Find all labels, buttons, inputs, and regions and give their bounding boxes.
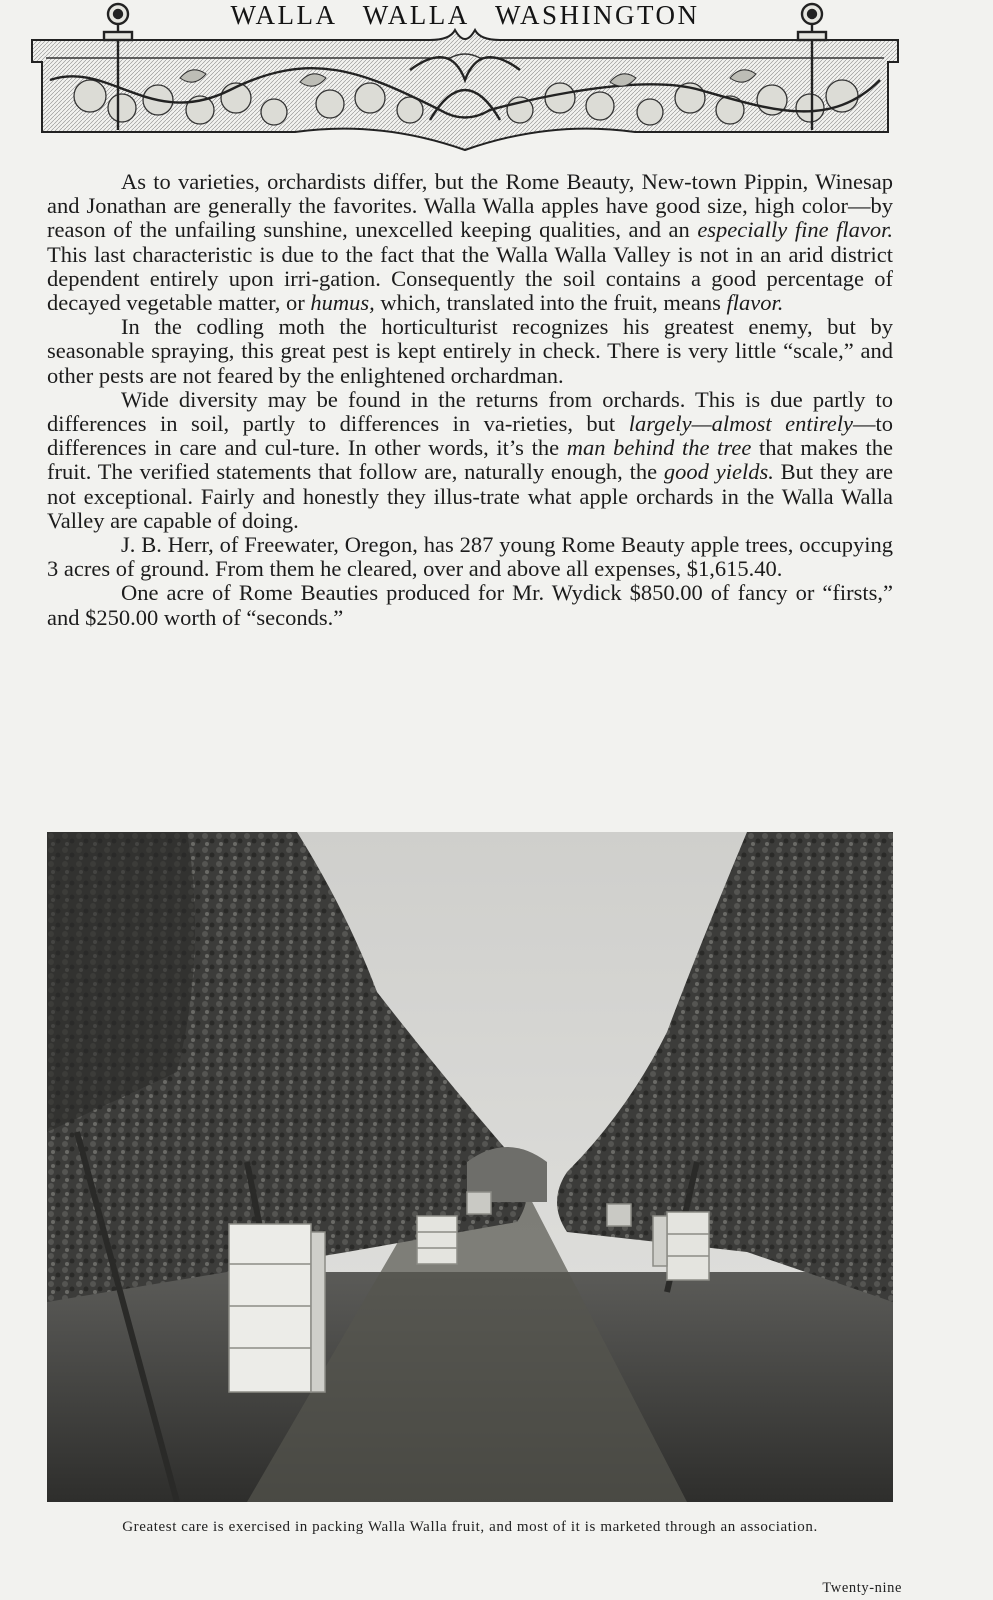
photo-caption: Greatest care is exercised in packing Walla Walla fruit, and most of it is marketed through an association. [122, 1519, 818, 1535]
emphasis-text: especially fine flavor. [697, 217, 893, 243]
paragraph-text: But they are not exceptional. Fairly and honestly they illus-trate what apple orchards in the Walla Walla Valley are capable of doing. [47, 459, 893, 533]
article-paragraph [47, 315, 893, 388]
page-title: WALLA WALLA WASHINGTON [230, 0, 700, 30]
paragraph-text: —to differences in care and cul-ture. In other words, it’s the [47, 411, 893, 461]
page-header [30, 0, 900, 160]
paragraph-text: As to varieties, orchardists differ, but the Rome Beauty, New-town Pippin, Winesap and Jonathan are generally the favorites. Walla Walla apples have good size, high color—by reason of the unfailing sunshine, unexcelled keeping qualities, and an [47, 169, 893, 243]
emphasis-text: good yields. [663, 459, 774, 485]
paragraph-text: J. B. Herr, of Freewater, Oregon, has 287 young Rome Beauty apple trees, occupying 3 acres of ground. From them he cleared, over and above all expenses, $1,615.40. [47, 532, 893, 582]
article-paragraph [47, 388, 893, 533]
paragraph-text: In the codling moth the horticulturist recognizes his greatest enemy, but by seasonable spraying, this great pest is kept entirely in check. There is very little “scale,” and other pests are not feared by the enlightened orchardman. [47, 314, 893, 388]
paragraph-text: which, translated into the fruit, means [374, 290, 727, 316]
orchard-photograph [47, 832, 893, 1502]
article-body [47, 170, 893, 630]
article-paragraph [47, 581, 893, 629]
article-paragraph [47, 533, 893, 581]
emphasis-text: largely—almost entirely [628, 411, 853, 437]
article-paragraph [47, 170, 893, 315]
emphasis-text: man behind the tree [566, 435, 752, 461]
paragraph-text: One acre of Rome Beauties produced for Mr. Wydick $850.00 of fancy or “firsts,” and $250.00 worth of “seconds.” [47, 580, 893, 630]
emphasis-text: flavor. [726, 290, 784, 316]
paragraph-text: This last characteristic is due to the fact that the Walla Walla Valley is not in an arid district dependent entirely upon irri-gation. Consequently the soil contains a good percentage of decayed vegetable matter, or [47, 241, 893, 316]
emphasis-text: humus, [310, 290, 375, 316]
paragraph-text: Wide diversity may be found in the returns from orchards. This is due partly to differences in soil, partly to differences in va-rieties, but [47, 386, 893, 437]
paragraph-text: that makes the fruit. The verified statements that follow are, naturally enough, the [47, 435, 893, 485]
page-number: Twenty-nine [822, 1580, 902, 1596]
